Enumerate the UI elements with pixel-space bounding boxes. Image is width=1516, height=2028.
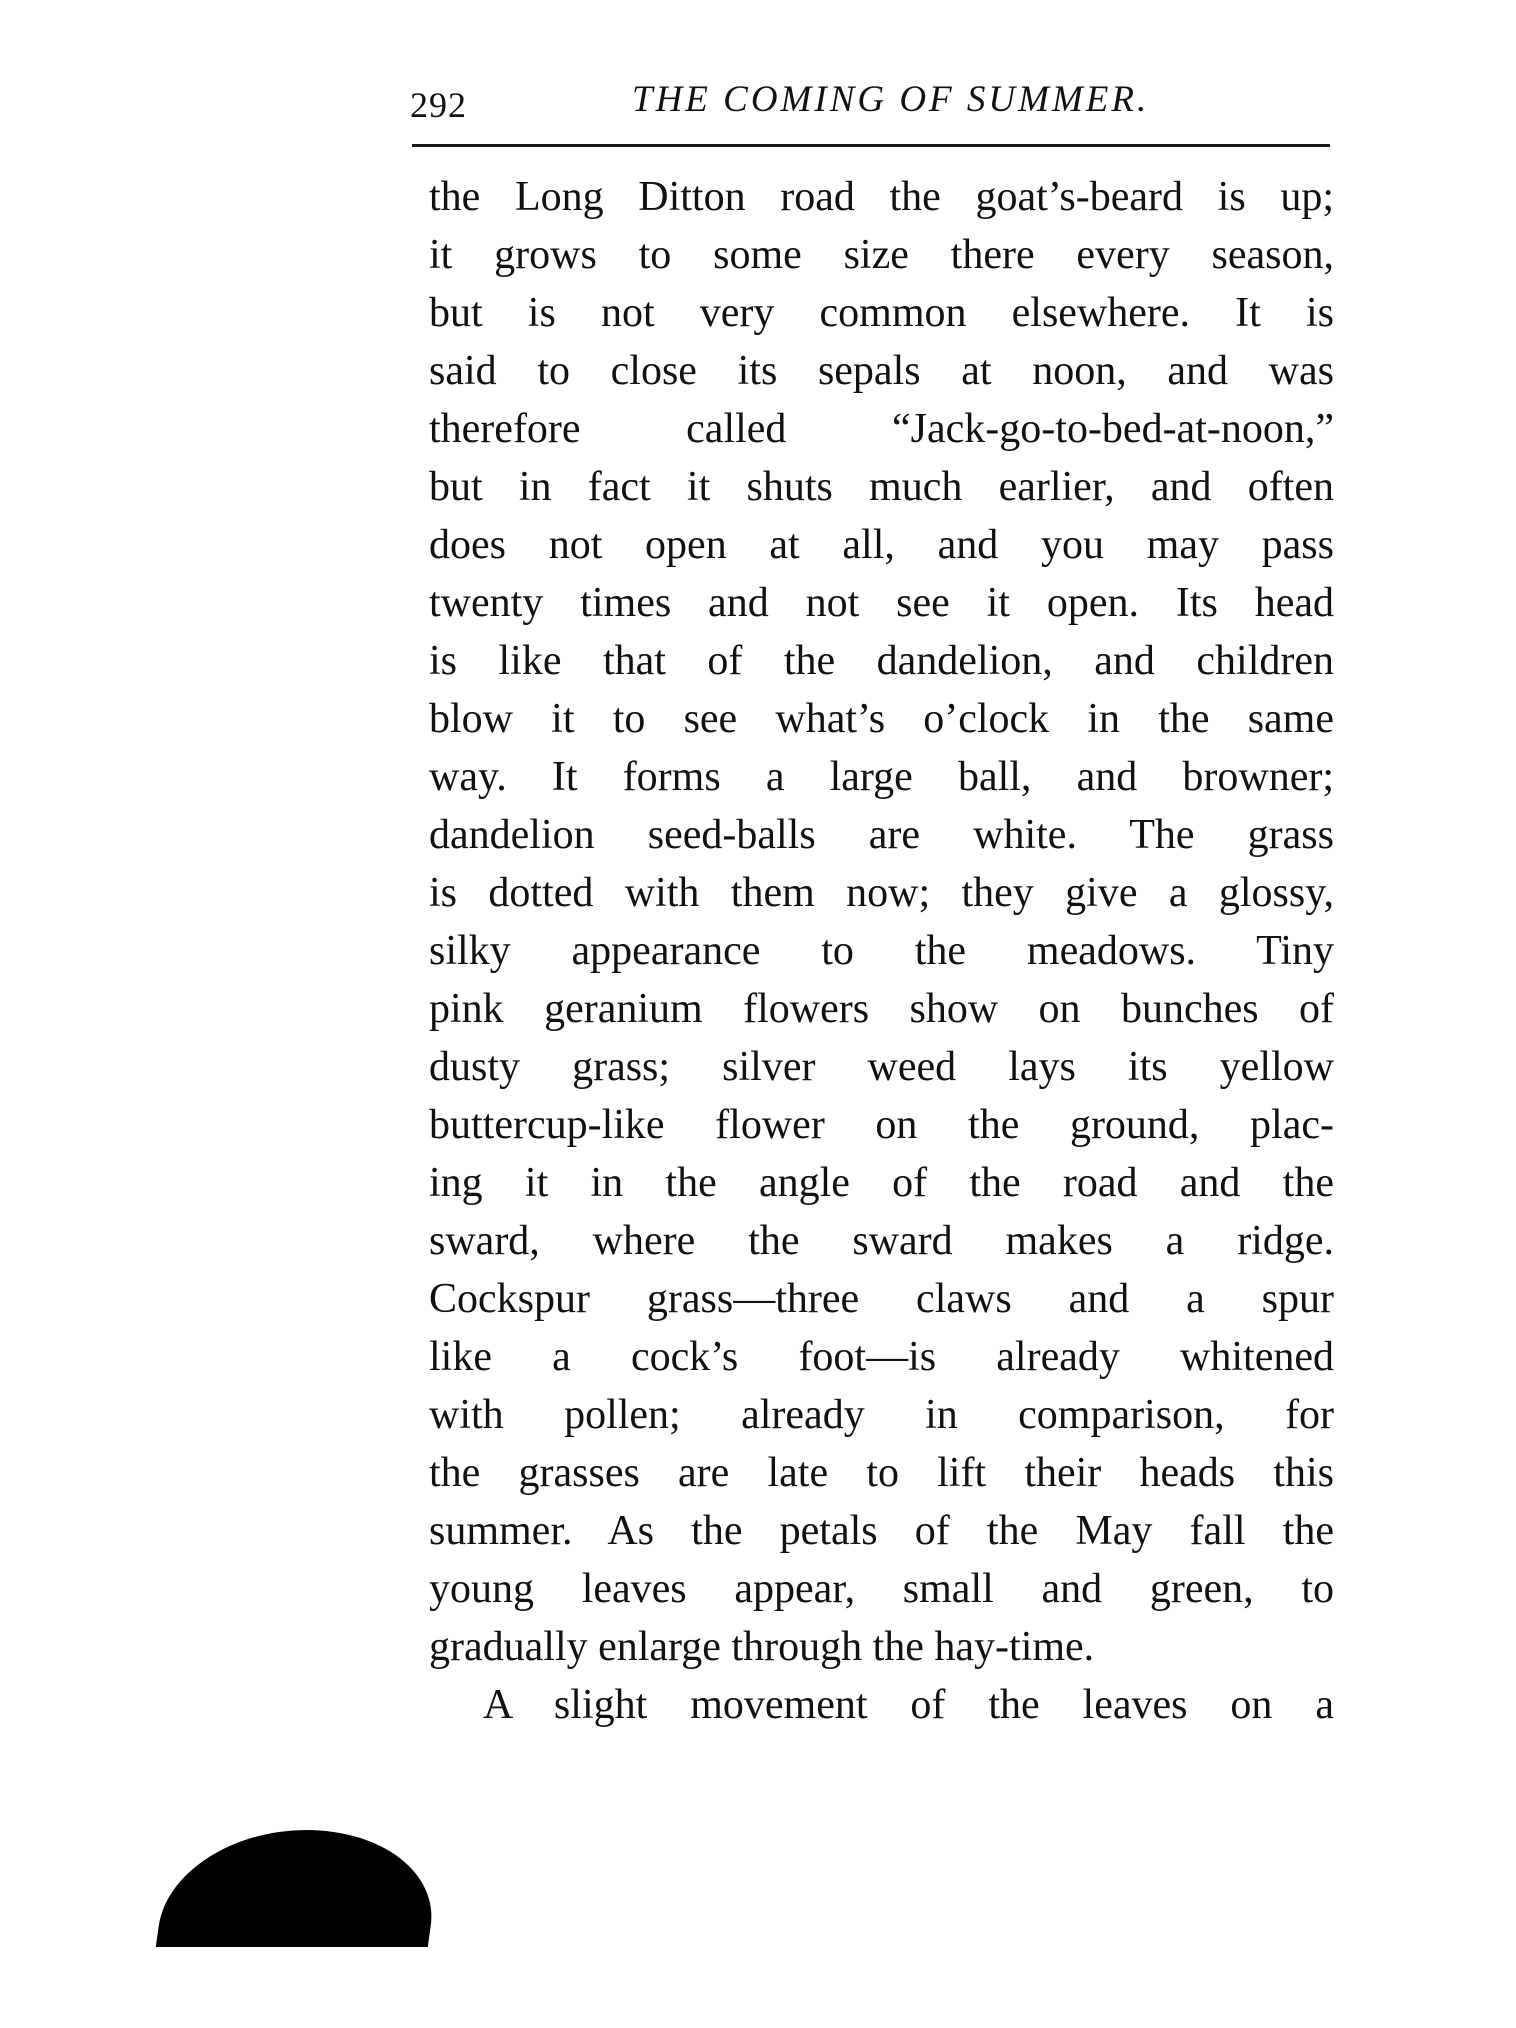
text-line-8: twenty times and not see it open. Its head bbox=[429, 580, 1334, 626]
text-line-5: therefore called “Jack-go-to-bed-at-noon,” bbox=[429, 406, 1334, 452]
running-title: THE COMING OF SUMMER. bbox=[632, 79, 1150, 120]
text-line-16: dusty grass; silver weed lays its yellow bbox=[429, 1044, 1334, 1090]
running-head bbox=[410, 72, 1330, 132]
text-line-27: A slight movement of the leaves on a bbox=[483, 1682, 1334, 1728]
text-line-26: gradually enlarge through the hay-time. bbox=[429, 1624, 1095, 1670]
text-line-18: ing it in the angle of the road and the bbox=[429, 1160, 1334, 1206]
text-line-14: silky appearance to the meadows. Tiny bbox=[429, 928, 1334, 974]
text-line-19: sward, where the sward makes a ridge. bbox=[429, 1218, 1334, 1264]
text-line-22: with pollen; already in comparison, for bbox=[429, 1392, 1334, 1438]
header-rule bbox=[412, 144, 1330, 147]
text-line-11: way. It forms a large ball, and browner; bbox=[429, 754, 1334, 800]
text-line-3: but is not very common elsewhere. It is bbox=[429, 290, 1334, 336]
text-line-21: like a cock’s foot—is already whitened bbox=[429, 1334, 1334, 1380]
text-line-6: but in fact it shuts much earlier, and often bbox=[429, 464, 1334, 510]
text-line-24: summer. As the petals of the May fall the bbox=[429, 1508, 1334, 1554]
text-line-15: pink geranium flowers show on bunches of bbox=[429, 986, 1334, 1032]
text-line-9: is like that of the dandelion, and children bbox=[429, 638, 1334, 684]
text-line-20: Cockspur grass—three claws and a spur bbox=[429, 1276, 1334, 1322]
text-line-13: is dotted with them now; they give a glossy, bbox=[429, 870, 1334, 916]
text-line-17: buttercup-like flower on the ground, plac- bbox=[429, 1102, 1334, 1148]
body-text bbox=[429, 168, 1334, 1734]
text-line-4: said to close its sepals at noon, and was bbox=[429, 348, 1334, 394]
text-line-23: the grasses are late to lift their heads this bbox=[429, 1450, 1334, 1496]
page-number: 292 bbox=[410, 85, 467, 125]
text-line-7: does not open at all, and you may pass bbox=[429, 522, 1334, 568]
text-line-10: blow it to see what’s o’clock in the same bbox=[429, 696, 1334, 742]
scan-ink-blot bbox=[156, 1830, 444, 1947]
text-line-25: young leaves appear, small and green, to bbox=[429, 1566, 1334, 1612]
text-line-12: dandelion seed-balls are white. The grass bbox=[429, 812, 1334, 858]
text-line-2: it grows to some size there every season, bbox=[429, 232, 1334, 278]
text-line-1: the Long Ditton road the goat’s-beard is up; bbox=[429, 174, 1334, 220]
